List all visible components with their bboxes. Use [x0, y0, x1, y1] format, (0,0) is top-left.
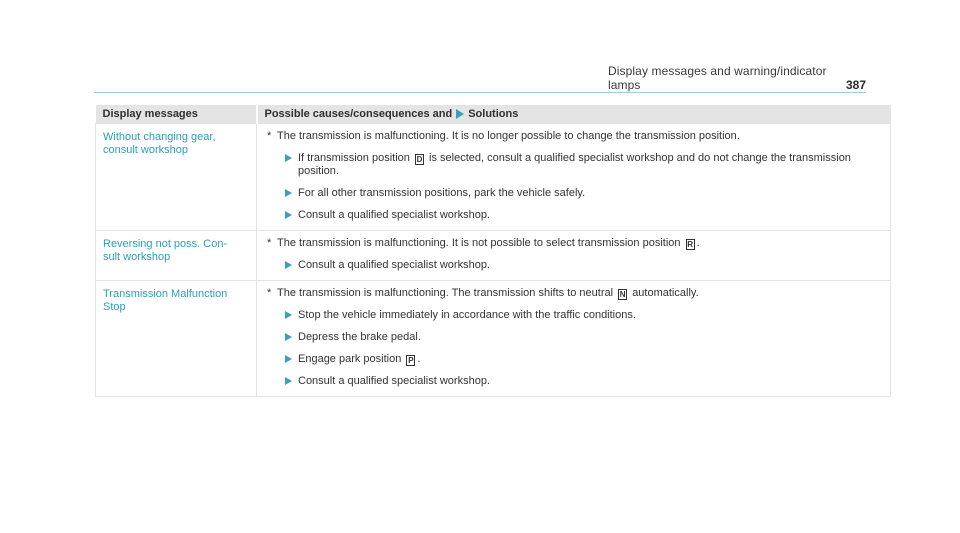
solution-step: Stop the vehicle immediately in accordance with the traffic conditions. — [267, 309, 880, 322]
display-message: Without changing gear, consult workshop — [103, 131, 216, 156]
cause-text: * The transmission is malfunctioning. The transmission shifts to neutral N automatically. — [267, 287, 699, 299]
table-row — [96, 281, 891, 397]
solution-step: Consult a qualified specialist workshop. — [267, 209, 880, 222]
table-row — [96, 231, 891, 281]
step-arrow-icon — [285, 333, 292, 341]
step-arrow-icon — [285, 261, 292, 269]
step-arrow-icon — [285, 154, 292, 162]
solution-step: If transmission position D is selected, consult a qualified specialist workshop and do not change the transmission position. — [267, 152, 880, 178]
solution-step: Engage park position P . — [267, 353, 880, 366]
cause-text: * The transmission is malfunctioning. It is no longer possible to change the transmission position. — [267, 130, 740, 142]
display-message-cell — [96, 231, 257, 281]
gear-position-d-symbol: D — [416, 155, 423, 164]
solution-step: Depress the brake pedal. — [267, 331, 880, 344]
display-message: Reversing not poss. Con- sult workshop — [103, 238, 228, 263]
header-display-messages: Display messages — [96, 105, 257, 124]
header-rule — [94, 92, 866, 93]
display-message-cell — [96, 124, 257, 231]
gear-position-p-symbol: P — [408, 356, 414, 365]
step-arrow-icon — [285, 211, 292, 219]
header-causes-label: Possible causes/consequences and — [264, 108, 453, 120]
gear-position-r-symbol: R — [687, 240, 693, 249]
gear-position-n-symbol: N — [619, 290, 626, 299]
causes-cell — [257, 281, 891, 397]
display-messages-table — [95, 105, 891, 397]
page-header — [608, 64, 866, 92]
section-title: Display messages and warning/indicator lamps — [608, 64, 827, 92]
solution-step: For all other transmission positions, park the vehicle safely. — [267, 187, 880, 200]
step-arrow-icon — [285, 189, 292, 197]
cause-text: * The transmission is malfunctioning. It is not possible to select transmission position R . — [267, 237, 700, 249]
causes-cell — [257, 231, 891, 281]
solution-step: Consult a qualified specialist workshop. — [267, 375, 880, 388]
step-arrow-icon — [285, 355, 292, 363]
header-solutions-label: Solutions — [468, 108, 519, 120]
arrow-right-icon — [456, 109, 464, 119]
step-arrow-icon — [285, 377, 292, 385]
display-message: Transmission Malfunction Stop — [103, 288, 228, 313]
table-row — [96, 124, 891, 231]
causes-cell — [257, 124, 891, 231]
step-arrow-icon — [285, 311, 292, 319]
solution-step: Consult a qualified specialist workshop. — [267, 259, 880, 272]
table-header-row — [96, 105, 891, 124]
header-causes-solutions — [257, 105, 891, 124]
display-message-cell — [96, 281, 257, 397]
page-number: 387 — [845, 78, 866, 92]
